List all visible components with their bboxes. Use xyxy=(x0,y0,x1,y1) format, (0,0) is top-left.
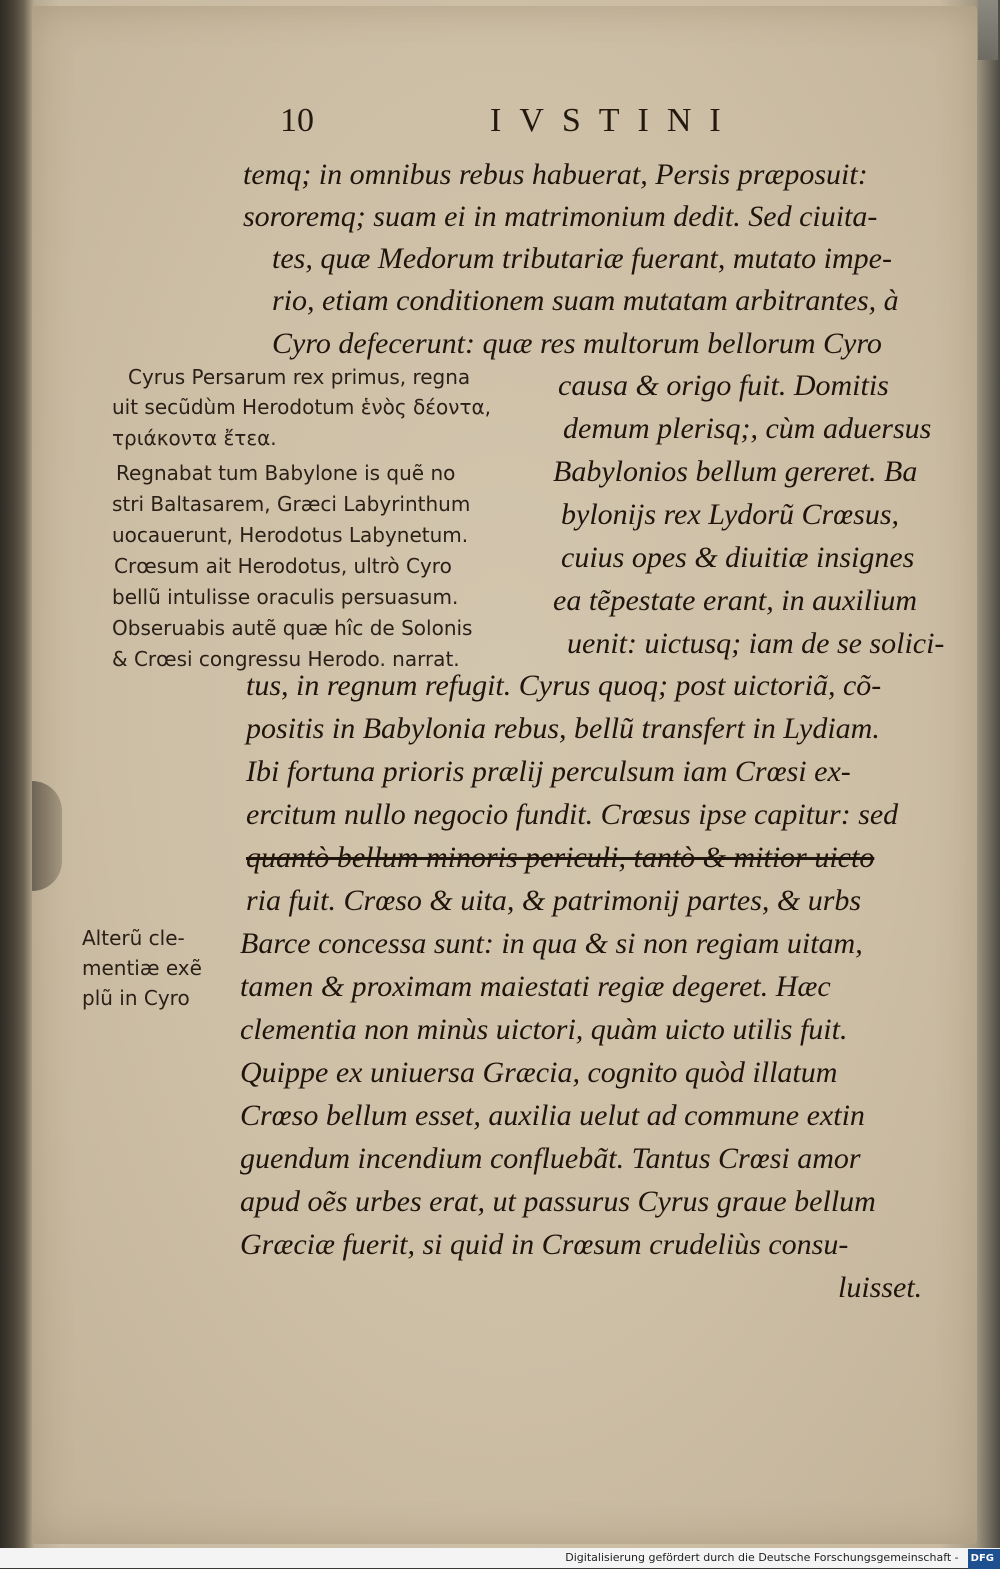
text-line: demum plerisq;, cùm aduersus xyxy=(563,412,932,445)
margin-note-line: & Crœsi congressu Herodo. narrat. xyxy=(112,647,460,671)
margin-note-line: uocauerunt, Herodotus Labynetum. xyxy=(112,523,469,547)
margin-note-line: uit secũdùm Herodotum ἑνὸς δέοντα, xyxy=(112,395,492,419)
funding-credit: Digitalisierung gefördert durch die Deutsche Forschungsgemeinschaft - xyxy=(565,1551,959,1564)
text-line: clementia non minùs uictori, quàm uicto utilis fuit. xyxy=(240,1013,848,1046)
margin-note-line: Crœsum ait Herodotus, ultrò Cyro xyxy=(114,554,452,578)
margin-note-line: mentiæ exẽ xyxy=(82,956,202,980)
digitization-footer xyxy=(0,1548,1000,1568)
text-line: Græciæ fuerit, si quid in Crœsum crudeliùs consu- xyxy=(240,1228,849,1261)
text-line: apud oẽs urbes erat, ut passurus Cyrus graue bellum xyxy=(240,1185,876,1218)
text-line: Quippe ex uniuersa Græcia, cognito quòd illatum xyxy=(240,1056,838,1089)
text-line: guendum incendium confluebãt. Tantus Crœsi amor xyxy=(240,1142,861,1175)
text-line: positis in Babylonia rebus, bellũ transfert in Lydiam. xyxy=(246,712,880,745)
margin-note-line: τριάκοντα ἔτεα. xyxy=(112,426,277,450)
page-header xyxy=(280,102,780,150)
margin-note-line: Alterũ cle- xyxy=(82,926,185,950)
text-line: tamen & proximam maiestati regiæ degeret. Hæc xyxy=(240,970,831,1003)
text-line: Crœso bellum esset, auxilia uelut ad commune extin xyxy=(240,1099,865,1132)
text-line: tes, quæ Medorum tributariæ fuerant, mutato impe- xyxy=(272,242,892,275)
text-line: rio, etiam conditionem suam mutatam arbitrantes, à xyxy=(272,284,899,317)
margin-note-line: bellũ intulisse oraculis persuasum. xyxy=(112,585,459,609)
text-line: cuius opes & diuitiæ insignes xyxy=(561,541,915,574)
text-line: Ibi fortuna prioris prælij perculsum iam Crœsi ex- xyxy=(246,755,851,788)
text-line: sororemq; suam ei in matrimonium dedit. Sed ciuita- xyxy=(243,200,878,233)
text-line: temq; in omnibus rebus habuerat, Persis præposuit: xyxy=(243,158,868,191)
dfg-logo-icon: DFG xyxy=(968,1549,1000,1569)
margin-note-line: Cyrus Persarum rex primus, regna xyxy=(128,365,471,389)
text-line: tus, in regnum refugit. Cyrus quoq; post uictoriã, cõ- xyxy=(246,669,882,702)
text-line: bylonijs rex Lydorũ Crœsus, xyxy=(561,498,900,531)
book-edge xyxy=(978,0,998,60)
text-line: causa & origo fuit. Domitis xyxy=(558,369,889,402)
page-number: 10 xyxy=(280,102,314,139)
text-line: Barce concessa sunt: in qua & si non regiam uitam, xyxy=(240,927,863,960)
text-line: ercitum nullo negocio fundit. Crœsus ipse capitur: sed xyxy=(246,798,899,831)
running-title: IVSTINI xyxy=(490,102,739,139)
text-line: luisset. xyxy=(838,1271,923,1304)
text-line: ea tẽpestate erant, in auxilium xyxy=(553,584,918,617)
margin-note-line: stri Baltasarem, Græci Labyrinthum xyxy=(112,492,471,516)
page-clip xyxy=(32,781,62,891)
text-line: Babylonios bellum gereret. Ba xyxy=(553,455,918,488)
text-line: ria fuit. Crœso & uita, & patrimonij partes, & urbs xyxy=(246,884,862,917)
margin-note-line: plũ in Cyro xyxy=(82,986,190,1010)
margin-note-line: Obseruabis autẽ quæ hîc de Solonis xyxy=(112,616,473,640)
text-line: uenit: uictusq; iam de se solici- xyxy=(567,627,945,660)
text-line: Cyro defecerunt: quæ res multorum bellorum Cyro xyxy=(272,327,882,360)
text-line: quantò bellum minoris periculi, tantò & mitior uicto xyxy=(246,841,875,874)
margin-note-line: Regnabat tum Babylone is quẽ no xyxy=(116,461,456,485)
